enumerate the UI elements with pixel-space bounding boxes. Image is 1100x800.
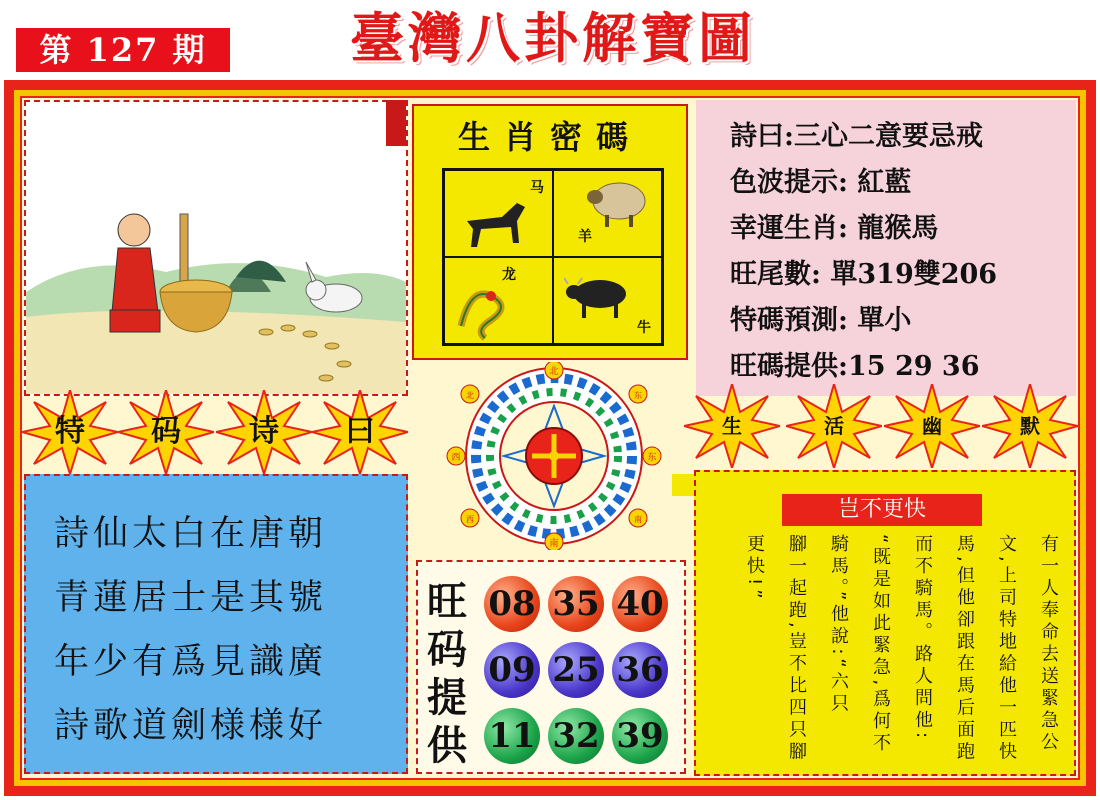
compass-corner-label: 南 [634,515,642,524]
zodiac-grid [442,168,664,346]
panel-tab [672,474,696,496]
zodiac-cell-sheep [553,170,662,257]
zodiac-label: 羊 [578,229,592,245]
number-ball-green: 11 [484,708,540,764]
title-char: 码 [427,626,467,673]
joke-story-panel [694,470,1076,776]
zodiac-cell-ox [553,257,662,344]
poem-line: 年少有爲見識廣 [54,642,328,682]
star-label: 默 [1020,414,1040,438]
poem-line: 青蓮居士是其號 [54,578,328,618]
seal-stamp [386,100,406,146]
star-label: 码 [151,414,181,449]
page-title: 臺灣八卦解寶圖 [350,6,756,70]
hint-panel [696,100,1076,396]
star-badge [786,384,882,468]
star-badge [22,390,118,474]
star-label: 幽 [922,414,942,438]
dragon-icon [451,276,521,342]
story-title: 岂不更快 [782,494,982,526]
number-ball-green: 39 [612,708,668,764]
story-column: 而不騎馬。路人問他: [912,534,933,743]
farmer-rabbit-illustration [26,102,406,394]
number-ball-red: 40 [612,576,668,632]
zodiac-panel [412,104,688,360]
star-badge [216,390,312,474]
story-column: 更快!” [744,534,765,603]
number-ball-red: 08 [484,576,540,632]
compass-corner-label: 东 [634,391,642,400]
special-prediction: 特碼預測: 單小 [730,305,912,336]
poem-hint: 詩曰:三心二意要忌戒 [730,121,983,152]
story-column: “既是如此緊急,爲何不 [870,534,891,756]
star-badge [982,384,1078,468]
bagua-compass [440,362,668,550]
story-column: 文,上司特地給他一匹快 [996,534,1017,764]
title-char: 供 [427,722,467,769]
compass-corner-label: 西 [466,515,474,524]
story-column: 有一人奉命去送緊急公 [1038,534,1059,754]
star-label: 诗 [249,414,279,449]
star-badge [684,384,780,468]
compass-direction: 东 [647,453,657,463]
compass-direction: 南 [549,539,559,549]
hot-numbers-panel [416,560,686,774]
star-badge [118,390,214,474]
hot-numbers: 旺碼提供:15 29 36 [730,351,980,382]
ox-icon [564,270,634,326]
zodiac-label: 牛 [637,320,651,336]
lucky-zodiac: 幸運生肖: 龍猴馬 [730,213,939,244]
number-ball-purple: 36 [612,642,668,698]
number-ball-red: 35 [548,576,604,632]
compass-wheel [440,362,668,550]
title-char: 旺 [427,578,467,625]
number-ball-purple: 09 [484,642,540,698]
star-label: 活 [824,414,844,438]
number-ball-purple: 25 [548,642,604,698]
sheep-icon [583,175,653,231]
zodiac-title: 生肖密碼 [457,118,642,156]
compass-direction: 西 [451,453,461,463]
compass-direction: 北 [549,367,559,377]
scene-illustration [24,100,408,396]
story-column: 腳一起跑,豈不比四只腳 [786,534,807,764]
poem-line: 詩仙太白在唐朝 [54,514,328,554]
zodiac-label: 马 [530,180,544,196]
story-column: 騎馬。”他說:“六只 [828,534,849,716]
zodiac-label: 龙 [502,267,516,283]
compass-corner-label: 北 [466,391,474,400]
title-char: 提 [427,674,467,721]
hot-numbers-title [418,578,476,770]
issue-number: 第 127 期 [16,28,230,72]
zodiac-cell-dragon [444,257,553,344]
star-label: 生 [722,414,742,438]
star-badge [312,390,408,474]
star-label: 特 [55,414,85,449]
star-label: 曰 [345,414,375,449]
tail-numbers: 旺尾數: 單319雙206 [730,259,998,290]
poem-panel [24,474,408,774]
poem-line: 詩歌道劍様様好 [54,706,328,746]
zodiac-cell-horse [444,170,553,257]
color-wave-hint: 色波提示: 紅藍 [730,167,912,198]
star-badge [884,384,980,468]
horse-icon [457,191,537,251]
story-column: 馬,但他卻跟在馬后面跑 [954,534,975,764]
number-ball-green: 32 [548,708,604,764]
